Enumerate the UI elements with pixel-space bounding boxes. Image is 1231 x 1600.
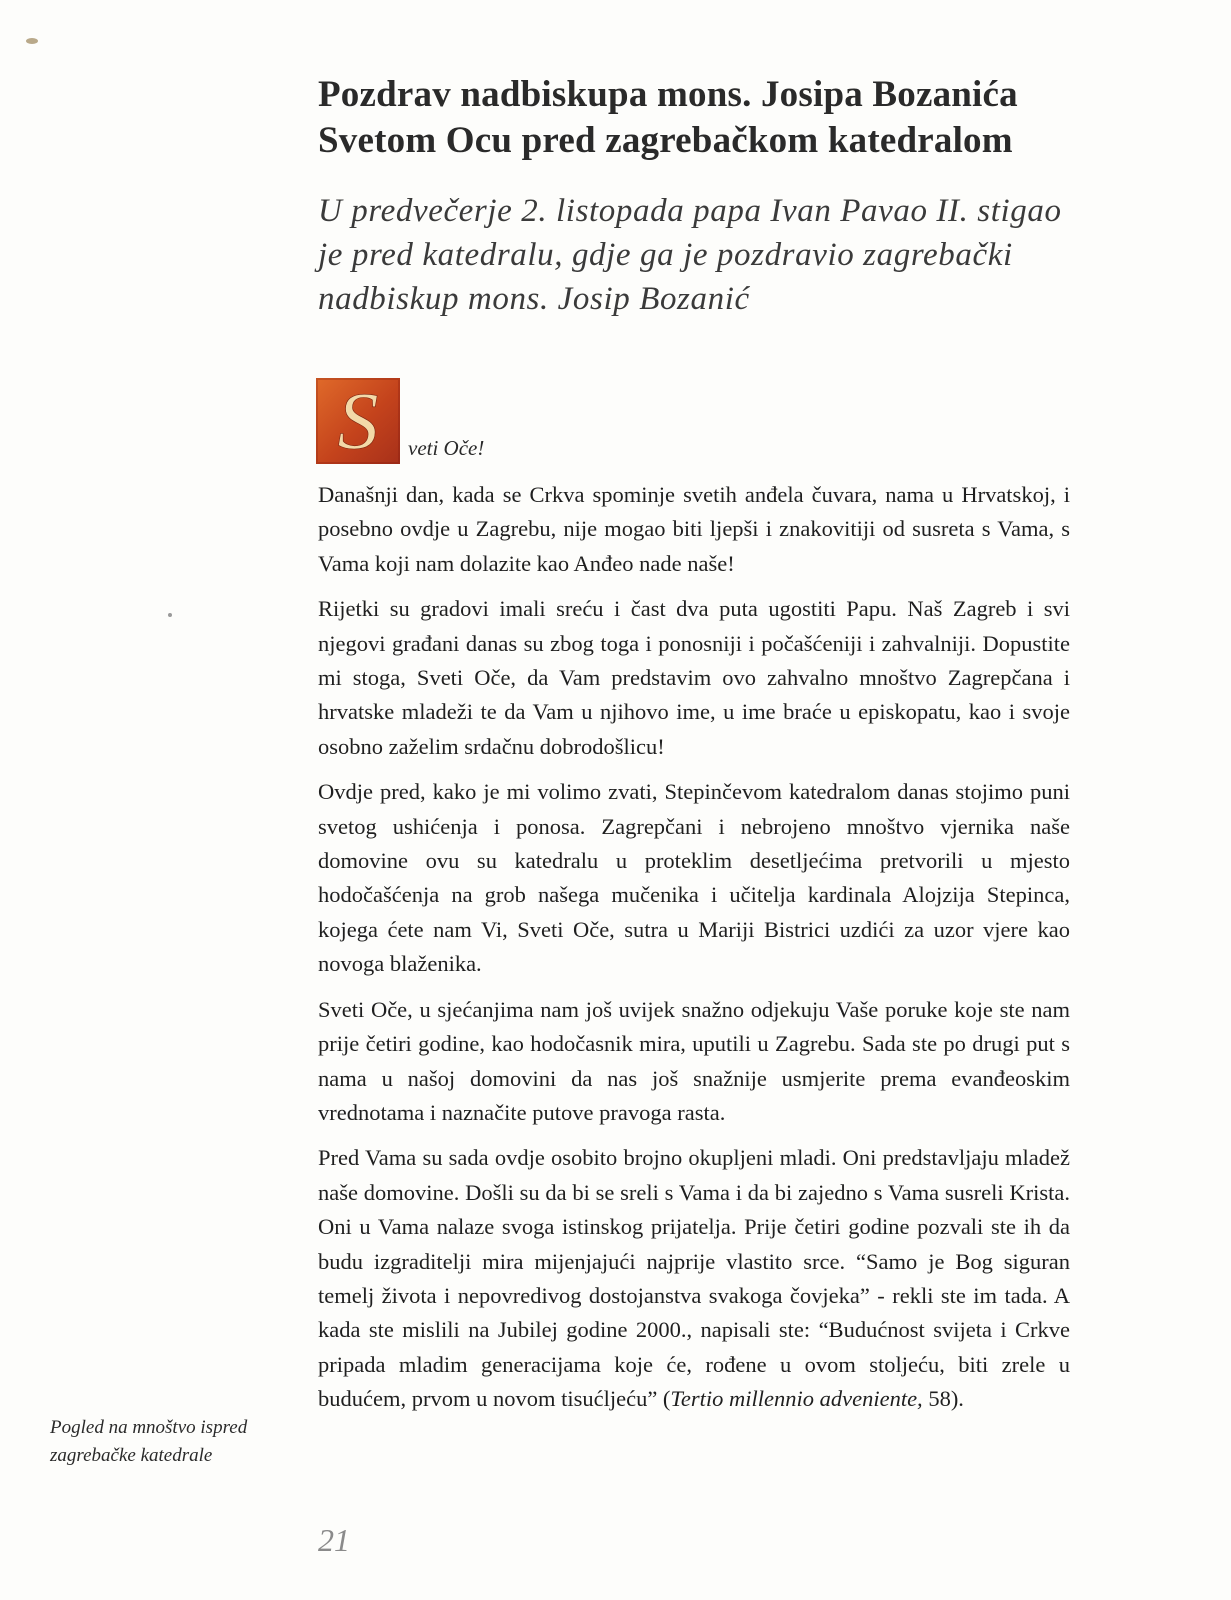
article-title bbox=[318, 72, 1098, 164]
photo-caption bbox=[50, 1414, 290, 1470]
paragraph-text: Pred Vama su sada ovdje osobito brojno okupljeni mladi. Oni predstavljaju mladež naše domovine. Došli su da bi se sreli s Vama i da bi zajedno s Vama susreli Krista. Oni u Vama nalaze svoga istinskog prijatelja. Prije četiri godine pozvali ste ih da budu izgraditelji mira mijenjajući najprije vlastito srce. “Samo je Bog siguran temelj života i nepovredivog dostojanstva svakoga čovjeka” - rekli ste im tada. A kada ste mislili na Jubilej godine 2000., napisali ste: “Budućnost svijeta i Crkve pripada mladim generacijama koje će, rođene u ovom stoljeću, biti zrele u budućem, prvom u novom tisućljeću” ( bbox=[318, 1145, 1070, 1412]
paragraph bbox=[318, 1141, 1070, 1416]
paragraph: Današnji dan, kada se Crkva spominje svetih anđela čuvara, nama u Hrvatskoj, i posebno ovdje u Zagrebu, nije mogao biti ljepši i znakovitiji od susreta s Vama, s Vama koji nam dolazite kao Anđeo nade naše! bbox=[318, 482, 1070, 576]
article-body bbox=[318, 478, 1070, 1428]
paragraph: Ovdje pred, kako je mi volimo zvati, Stepinčevom katedralom danas stojimo puni svetog ushićenja i ponosa. Zagrepčani i nebrojeno mnoštvo vjernika naše domovine ovu su katedralu u proteklim desetljećima pretvorili u mjesto hodočašćenja na grob našega mučenika i učitelja kardinala Alojzija Stepinca, kojega ćete nam Vi, Sveti Oče, sutra u Mariji Bistrici uzdići za uzor vjere kao novoga blaženika. bbox=[318, 779, 1070, 977]
article-subtitle: U predvečerje 2. listopada papa Ivan Pavao II. stigao je pred katedralu, gdje ga je pozdravio zagrebački nadbiskup mons. Josip Bozanić bbox=[318, 193, 1062, 317]
dropcap-letter: S bbox=[337, 378, 379, 464]
article-title-line2: Svetom Ocu pred zagrebačkom katedralom bbox=[318, 120, 1013, 161]
salutation: veti Oče! bbox=[408, 436, 485, 460]
article-title-line1: Pozdrav nadbiskupa mons. Josipa Bozanića bbox=[318, 74, 1018, 115]
dropcap-s-icon bbox=[316, 378, 400, 464]
scan-speck bbox=[26, 38, 38, 44]
paragraph: Sveti Oče, u sjećanjima nam još uvijek snažno odjekuju Vaše poruke koje ste nam prije četiri godine, kao hodočasnik mira, uputili u Zagrebu. Sada ste po drugi put s nama u našoj domovini da nas još snažnije usmjerite prema evanđeoskim vrednotama i naznačite putove pravoga rasta. bbox=[318, 996, 1070, 1125]
page-number: 21 bbox=[318, 1522, 350, 1558]
photo-caption-line2: zagrebačke katedrale bbox=[50, 1445, 213, 1466]
dropcap-ornament bbox=[316, 378, 400, 464]
paragraph: Rijetki su gradovi imali sreću i čast dva puta ugostiti Papu. Naš Zagreb i svi njegovi građani danas su zbog toga i ponosniji i počašćeniji i zahvalniji. Dopustite mi stoga, Sveti Oče, da Vam predstavim ovo zahvalno mnoštvo Zagrepčana i hrvatske mladeži te da Vam u njihovo ime, u ime braće u episkopatu, kao i svoje osobno zaželim srdačnu dobrodošlicu! bbox=[318, 596, 1070, 759]
paragraph-end: 58). bbox=[922, 1386, 964, 1412]
citation-title: Tertio millennio adveniente, bbox=[670, 1386, 923, 1412]
photo-caption-line1: Pogled na mnoštvo ispred bbox=[50, 1417, 248, 1438]
scan-speck bbox=[168, 613, 172, 617]
